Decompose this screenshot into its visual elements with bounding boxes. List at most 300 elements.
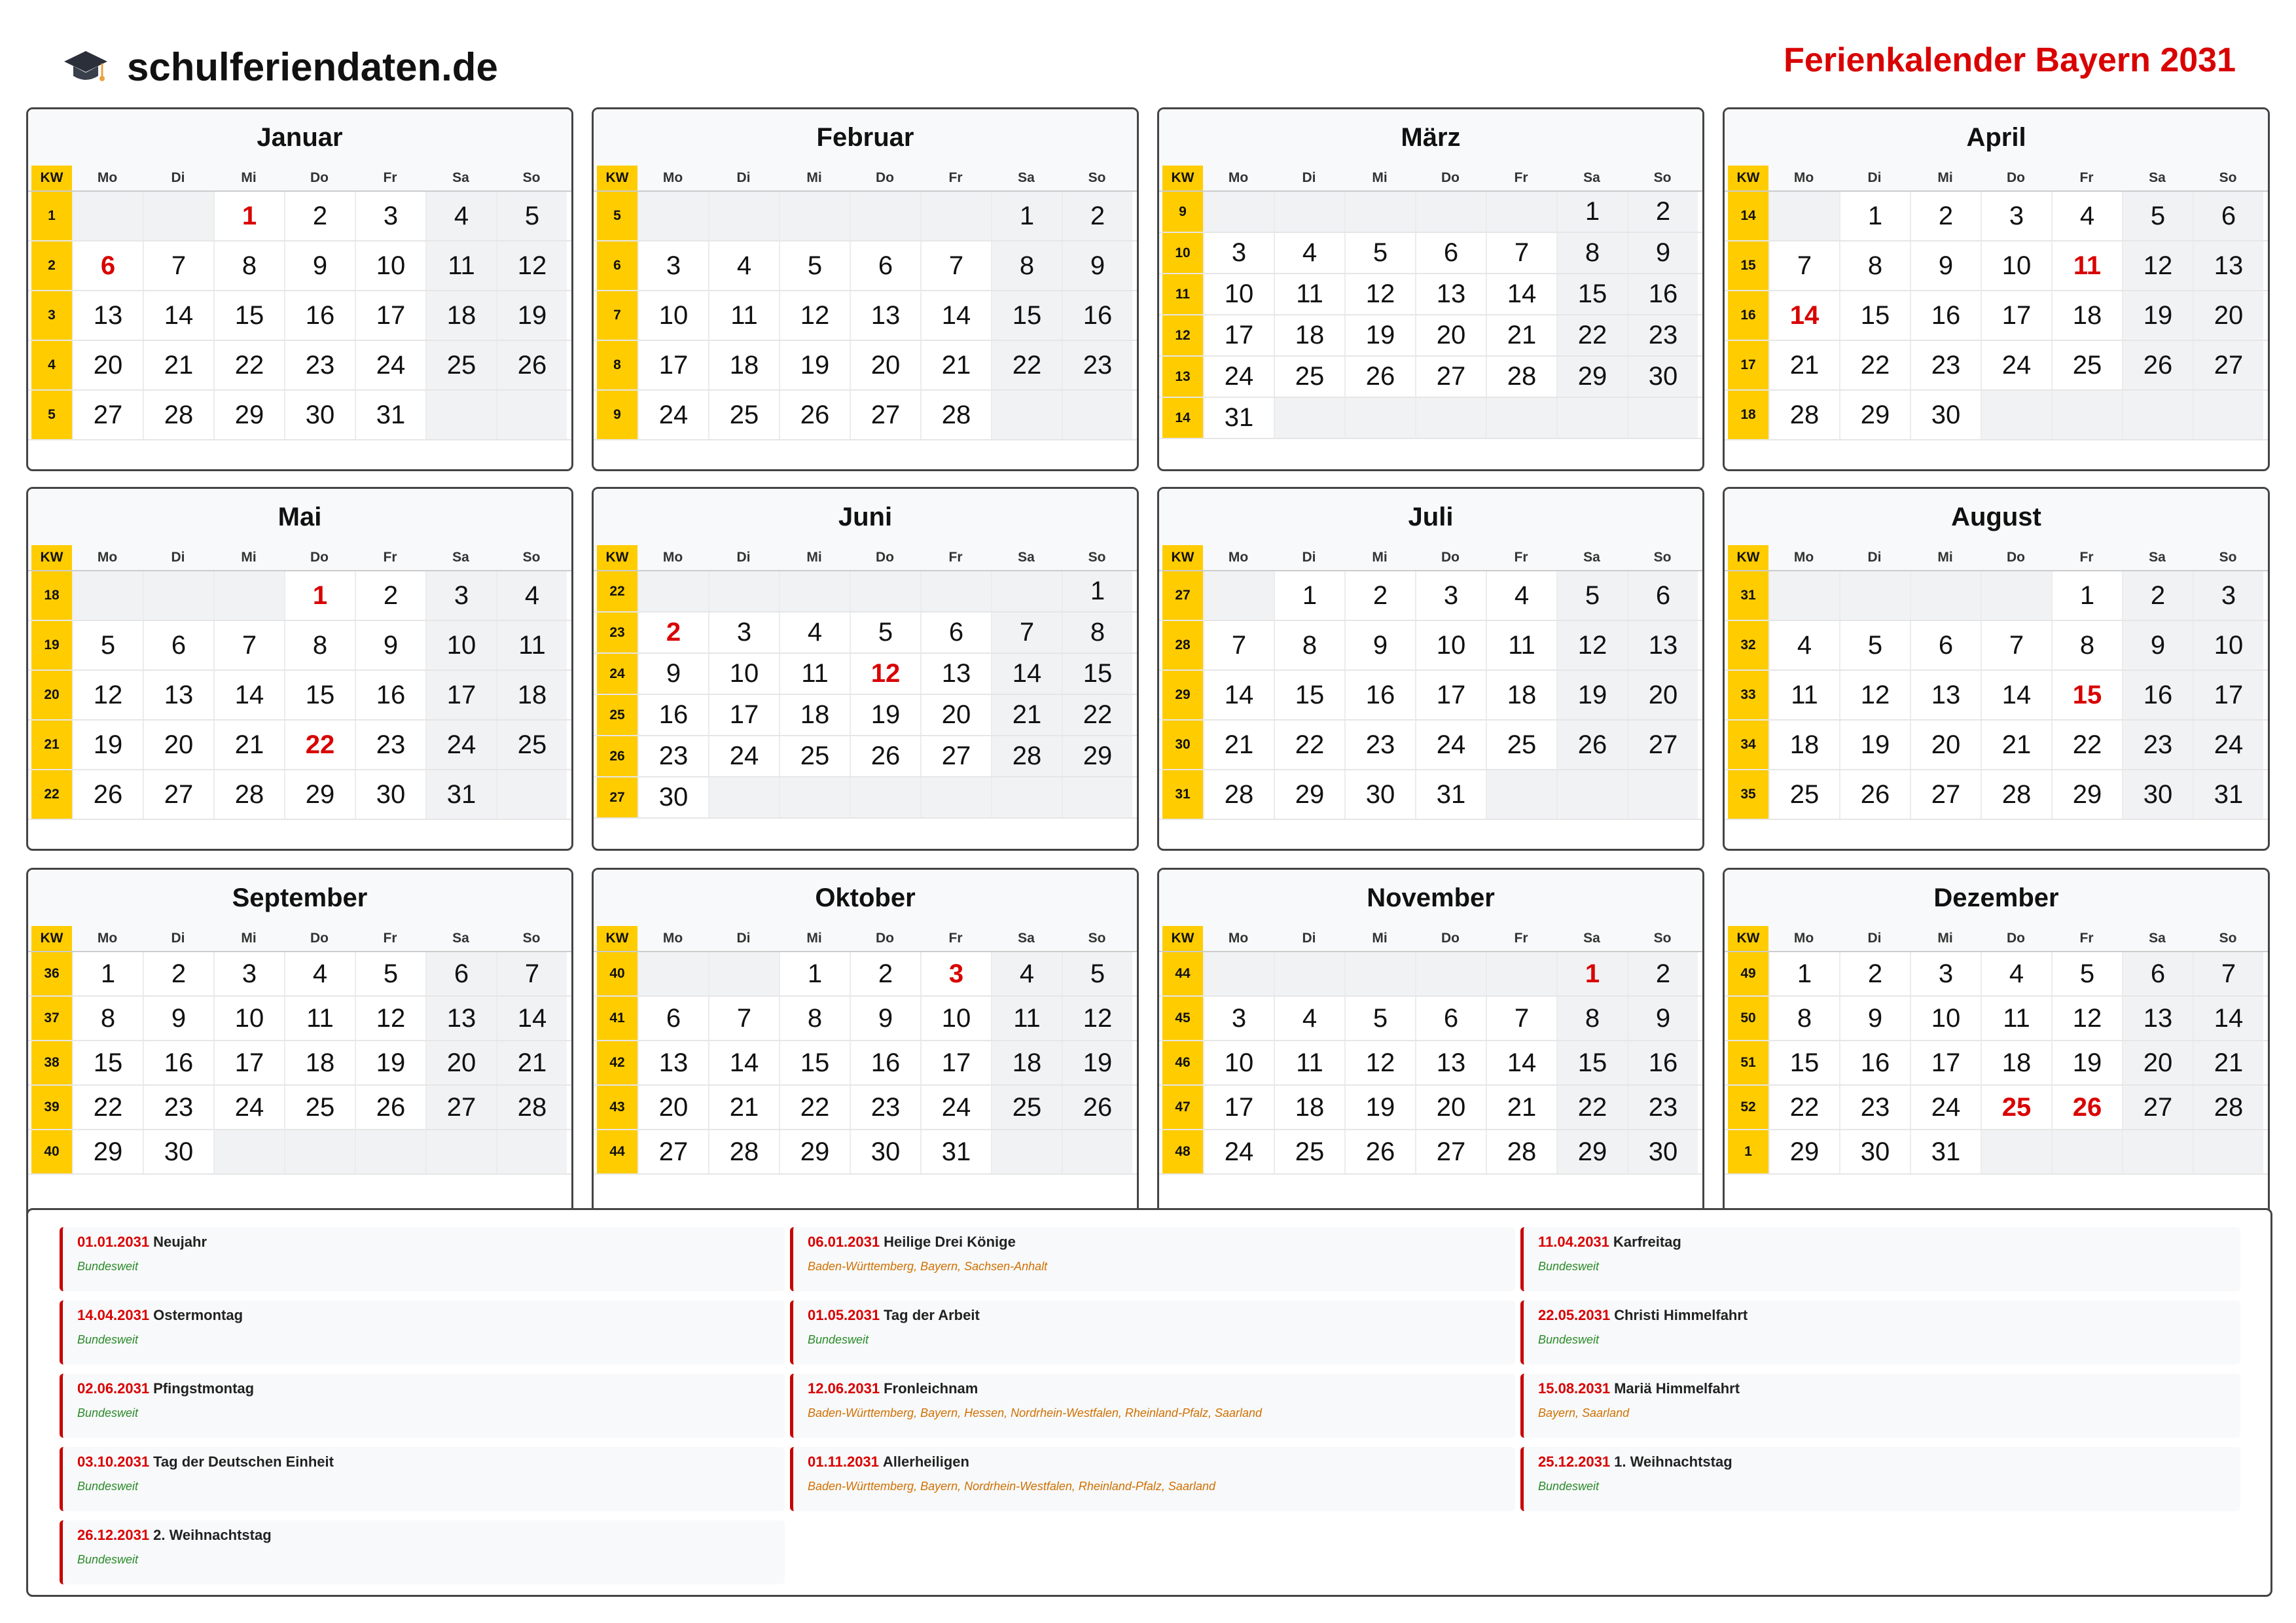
day-cell[interactable]: 2 (1344, 571, 1415, 620)
day-cell[interactable]: 16 (1344, 671, 1415, 719)
day-cell[interactable]: 22 (1768, 1086, 1839, 1129)
day-cell[interactable]: 3 (1203, 997, 1274, 1040)
day-cell[interactable]: 10 (1981, 241, 2051, 290)
day-cell[interactable]: 8 (1839, 241, 1910, 290)
day-cell[interactable]: 6 (1627, 571, 1698, 620)
day-cell[interactable]: 2 (2122, 571, 2193, 620)
day-cell[interactable]: 8 (1768, 997, 1839, 1040)
day-cell[interactable]: 19 (2122, 291, 2193, 340)
day-cell[interactable]: 28 (991, 736, 1062, 776)
day-cell[interactable]: 14 (2193, 997, 2263, 1040)
day-cell[interactable]: 18 (1981, 1041, 2051, 1084)
day-cell[interactable]: 11 (284, 997, 355, 1040)
day-cell[interactable]: 3 (1981, 192, 2051, 240)
day-cell[interactable]: 1 (2051, 571, 2122, 620)
day-cell[interactable]: 29 (1556, 1130, 1627, 1173)
day-cell[interactable]: 17 (213, 1041, 284, 1084)
day-cell[interactable]: 18 (1274, 1086, 1344, 1129)
day-cell[interactable]: 11 (425, 241, 496, 290)
day-cell[interactable]: 20 (1415, 315, 1486, 355)
day-cell[interactable]: 13 (72, 291, 143, 340)
day-cell[interactable]: 10 (2193, 621, 2263, 669)
day-cell[interactable]: 2 (1910, 192, 1981, 240)
day-cell[interactable]: 10 (355, 241, 425, 290)
day-cell[interactable]: 22 (1556, 1086, 1627, 1129)
day-cell[interactable]: 12 (496, 241, 567, 290)
day-cell[interactable]: 24 (1415, 721, 1486, 769)
day-cell[interactable]: 16 (2122, 671, 2193, 719)
day-cell[interactable]: 14 (991, 654, 1062, 694)
day-cell[interactable]: 17 (637, 341, 708, 389)
day-cell[interactable]: 10 (213, 997, 284, 1040)
day-cell[interactable]: 26 (496, 341, 567, 389)
day-cell[interactable]: 3 (425, 571, 496, 620)
day-cell[interactable]: 28 (708, 1130, 779, 1173)
day-cell[interactable]: 3 (2193, 571, 2263, 620)
day-cell[interactable]: 23 (850, 1086, 920, 1129)
day-cell[interactable]: 29 (72, 1130, 143, 1173)
day-cell[interactable]: 21 (1981, 721, 2051, 769)
day-cell[interactable]: 16 (284, 291, 355, 340)
day-cell[interactable]: 29 (213, 391, 284, 439)
day-cell[interactable]: 10 (708, 654, 779, 694)
day-cell[interactable]: 16 (143, 1041, 213, 1084)
day-cell[interactable]: 9 (143, 997, 213, 1040)
day-cell[interactable]: 27 (143, 770, 213, 819)
day-cell[interactable]: 19 (1344, 1086, 1415, 1129)
day-cell[interactable]: 21 (496, 1041, 567, 1084)
day-cell[interactable]: 25 (284, 1086, 355, 1129)
day-cell[interactable]: 21 (991, 695, 1062, 735)
day-cell[interactable]: 20 (637, 1086, 708, 1129)
day-cell[interactable]: 1 (72, 952, 143, 995)
day-cell[interactable]: 29 (1768, 1130, 1839, 1173)
day-cell[interactable]: 26 (1839, 770, 1910, 819)
day-cell[interactable]: 27 (1910, 770, 1981, 819)
day-cell[interactable]: 21 (2193, 1041, 2263, 1084)
day-cell[interactable]: 14 (496, 997, 567, 1040)
holiday-day-cell[interactable]: 25 (1981, 1086, 2051, 1129)
day-cell[interactable]: 13 (637, 1041, 708, 1084)
holiday-day-cell[interactable]: 12 (850, 654, 920, 694)
day-cell[interactable]: 10 (637, 291, 708, 340)
day-cell[interactable]: 4 (708, 241, 779, 290)
day-cell[interactable]: 22 (1839, 341, 1910, 389)
day-cell[interactable]: 5 (1344, 233, 1415, 273)
day-cell[interactable]: 6 (920, 613, 991, 652)
day-cell[interactable]: 26 (1344, 357, 1415, 397)
day-cell[interactable]: 9 (1344, 621, 1415, 669)
day-cell[interactable]: 19 (850, 695, 920, 735)
day-cell[interactable]: 4 (1274, 233, 1344, 273)
day-cell[interactable]: 24 (1203, 1130, 1274, 1173)
day-cell[interactable]: 22 (1274, 721, 1344, 769)
day-cell[interactable]: 28 (143, 391, 213, 439)
day-cell[interactable]: 19 (1062, 1041, 1132, 1084)
day-cell[interactable]: 8 (284, 621, 355, 669)
day-cell[interactable]: 30 (1839, 1130, 1910, 1173)
day-cell[interactable]: 9 (637, 654, 708, 694)
day-cell[interactable]: 12 (72, 671, 143, 719)
day-cell[interactable]: 8 (1274, 621, 1344, 669)
day-cell[interactable]: 23 (1910, 341, 1981, 389)
day-cell[interactable]: 29 (284, 770, 355, 819)
day-cell[interactable]: 1 (1274, 571, 1344, 620)
day-cell[interactable]: 23 (1062, 341, 1132, 389)
day-cell[interactable]: 11 (1274, 1041, 1344, 1084)
day-cell[interactable]: 20 (1415, 1086, 1486, 1129)
day-cell[interactable]: 10 (1203, 1041, 1274, 1084)
day-cell[interactable]: 6 (425, 952, 496, 995)
day-cell[interactable]: 17 (1203, 1086, 1274, 1129)
day-cell[interactable]: 25 (991, 1086, 1062, 1129)
day-cell[interactable]: 3 (1415, 571, 1486, 620)
day-cell[interactable]: 26 (2122, 341, 2193, 389)
day-cell[interactable]: 5 (1344, 997, 1415, 1040)
day-cell[interactable]: 27 (920, 736, 991, 776)
day-cell[interactable]: 7 (991, 613, 1062, 652)
day-cell[interactable]: 10 (1910, 997, 1981, 1040)
day-cell[interactable]: 18 (708, 341, 779, 389)
day-cell[interactable]: 27 (425, 1086, 496, 1129)
day-cell[interactable]: 20 (425, 1041, 496, 1084)
day-cell[interactable]: 27 (850, 391, 920, 439)
day-cell[interactable]: 25 (2051, 341, 2122, 389)
holiday-day-cell[interactable]: 1 (1556, 952, 1627, 995)
day-cell[interactable]: 13 (920, 654, 991, 694)
day-cell[interactable]: 10 (1203, 274, 1274, 314)
day-cell[interactable]: 19 (72, 721, 143, 769)
holiday-day-cell[interactable]: 22 (284, 721, 355, 769)
site-logo[interactable] (63, 45, 498, 90)
day-cell[interactable]: 9 (1839, 997, 1910, 1040)
day-cell[interactable]: 4 (1981, 952, 2051, 995)
day-cell[interactable]: 9 (850, 997, 920, 1040)
day-cell[interactable]: 17 (425, 671, 496, 719)
day-cell[interactable]: 11 (1768, 671, 1839, 719)
day-cell[interactable]: 29 (779, 1130, 850, 1173)
day-cell[interactable]: 24 (355, 341, 425, 389)
day-cell[interactable]: 19 (1839, 721, 1910, 769)
holiday-day-cell[interactable]: 3 (920, 952, 991, 995)
day-cell[interactable]: 23 (2122, 721, 2193, 769)
day-cell[interactable]: 4 (1768, 621, 1839, 669)
day-cell[interactable]: 26 (850, 736, 920, 776)
day-cell[interactable]: 20 (72, 341, 143, 389)
day-cell[interactable]: 31 (425, 770, 496, 819)
day-cell[interactable]: 30 (2122, 770, 2193, 819)
day-cell[interactable]: 8 (991, 241, 1062, 290)
day-cell[interactable]: 12 (1062, 997, 1132, 1040)
day-cell[interactable]: 17 (708, 695, 779, 735)
day-cell[interactable]: 22 (1556, 315, 1627, 355)
day-cell[interactable]: 4 (2051, 192, 2122, 240)
day-cell[interactable]: 2 (355, 571, 425, 620)
day-cell[interactable]: 23 (1627, 315, 1698, 355)
day-cell[interactable]: 11 (779, 654, 850, 694)
day-cell[interactable]: 7 (213, 621, 284, 669)
day-cell[interactable]: 4 (1486, 571, 1556, 620)
day-cell[interactable]: 9 (284, 241, 355, 290)
day-cell[interactable]: 8 (2051, 621, 2122, 669)
day-cell[interactable]: 2 (284, 192, 355, 240)
day-cell[interactable]: 13 (2122, 997, 2193, 1040)
day-cell[interactable]: 30 (355, 770, 425, 819)
day-cell[interactable]: 25 (1768, 770, 1839, 819)
day-cell[interactable]: 6 (143, 621, 213, 669)
day-cell[interactable]: 21 (143, 341, 213, 389)
day-cell[interactable]: 26 (779, 391, 850, 439)
day-cell[interactable]: 3 (708, 613, 779, 652)
day-cell[interactable]: 8 (1556, 997, 1627, 1040)
day-cell[interactable]: 7 (708, 997, 779, 1040)
day-cell[interactable]: 29 (1274, 770, 1344, 819)
day-cell[interactable]: 20 (143, 721, 213, 769)
day-cell[interactable]: 12 (779, 291, 850, 340)
day-cell[interactable]: 12 (1344, 1041, 1415, 1084)
day-cell[interactable]: 28 (496, 1086, 567, 1129)
day-cell[interactable]: 18 (496, 671, 567, 719)
day-cell[interactable]: 12 (1839, 671, 1910, 719)
day-cell[interactable]: 8 (1062, 613, 1132, 652)
day-cell[interactable]: 27 (1415, 357, 1486, 397)
day-cell[interactable]: 1 (1556, 192, 1627, 232)
day-cell[interactable]: 15 (991, 291, 1062, 340)
day-cell[interactable]: 19 (1556, 671, 1627, 719)
day-cell[interactable]: 3 (637, 241, 708, 290)
day-cell[interactable]: 30 (637, 777, 708, 817)
day-cell[interactable]: 18 (991, 1041, 1062, 1084)
day-cell[interactable]: 21 (920, 341, 991, 389)
day-cell[interactable]: 19 (2051, 1041, 2122, 1084)
day-cell[interactable]: 9 (1627, 997, 1698, 1040)
day-cell[interactable]: 29 (1556, 357, 1627, 397)
day-cell[interactable]: 24 (425, 721, 496, 769)
day-cell[interactable]: 13 (2193, 241, 2263, 290)
day-cell[interactable]: 30 (143, 1130, 213, 1173)
day-cell[interactable]: 10 (920, 997, 991, 1040)
day-cell[interactable]: 23 (1344, 721, 1415, 769)
day-cell[interactable]: 24 (213, 1086, 284, 1129)
day-cell[interactable]: 7 (2193, 952, 2263, 995)
day-cell[interactable]: 17 (1981, 291, 2051, 340)
day-cell[interactable]: 13 (1415, 274, 1486, 314)
day-cell[interactable]: 17 (1910, 1041, 1981, 1084)
day-cell[interactable]: 1 (1768, 952, 1839, 995)
day-cell[interactable]: 16 (637, 695, 708, 735)
day-cell[interactable]: 5 (355, 952, 425, 995)
day-cell[interactable]: 23 (637, 736, 708, 776)
day-cell[interactable]: 21 (1203, 721, 1274, 769)
day-cell[interactable]: 27 (72, 391, 143, 439)
day-cell[interactable]: 24 (708, 736, 779, 776)
day-cell[interactable]: 24 (1910, 1086, 1981, 1129)
day-cell[interactable]: 31 (1910, 1130, 1981, 1173)
day-cell[interactable]: 13 (1910, 671, 1981, 719)
day-cell[interactable]: 24 (637, 391, 708, 439)
day-cell[interactable]: 28 (2193, 1086, 2263, 1129)
holiday-day-cell[interactable]: 2 (637, 613, 708, 652)
day-cell[interactable]: 26 (1344, 1130, 1415, 1173)
day-cell[interactable]: 17 (1203, 315, 1274, 355)
day-cell[interactable]: 29 (1839, 391, 1910, 439)
day-cell[interactable]: 5 (2051, 952, 2122, 995)
day-cell[interactable]: 8 (213, 241, 284, 290)
day-cell[interactable]: 30 (1627, 357, 1698, 397)
day-cell[interactable]: 15 (779, 1041, 850, 1084)
day-cell[interactable]: 14 (1486, 274, 1556, 314)
day-cell[interactable]: 14 (143, 291, 213, 340)
day-cell[interactable]: 15 (284, 671, 355, 719)
day-cell[interactable]: 11 (496, 621, 567, 669)
day-cell[interactable]: 20 (2122, 1041, 2193, 1084)
day-cell[interactable]: 7 (1203, 621, 1274, 669)
day-cell[interactable]: 2 (1627, 952, 1698, 995)
day-cell[interactable]: 11 (708, 291, 779, 340)
day-cell[interactable]: 7 (1768, 241, 1839, 290)
day-cell[interactable]: 16 (1627, 1041, 1698, 1084)
day-cell[interactable]: 4 (991, 952, 1062, 995)
day-cell[interactable]: 23 (284, 341, 355, 389)
day-cell[interactable]: 9 (1910, 241, 1981, 290)
day-cell[interactable]: 11 (1274, 274, 1344, 314)
day-cell[interactable]: 2 (850, 952, 920, 995)
day-cell[interactable]: 7 (1981, 621, 2051, 669)
day-cell[interactable]: 31 (1203, 398, 1274, 438)
day-cell[interactable]: 22 (991, 341, 1062, 389)
day-cell[interactable]: 20 (2193, 291, 2263, 340)
day-cell[interactable]: 13 (143, 671, 213, 719)
day-cell[interactable]: 5 (779, 241, 850, 290)
day-cell[interactable]: 19 (779, 341, 850, 389)
day-cell[interactable]: 18 (1768, 721, 1839, 769)
day-cell[interactable]: 12 (1556, 621, 1627, 669)
day-cell[interactable]: 7 (1486, 233, 1556, 273)
day-cell[interactable]: 25 (708, 391, 779, 439)
day-cell[interactable]: 14 (1486, 1041, 1556, 1084)
day-cell[interactable]: 28 (1768, 391, 1839, 439)
day-cell[interactable]: 27 (637, 1130, 708, 1173)
day-cell[interactable]: 5 (72, 621, 143, 669)
day-cell[interactable]: 31 (2193, 770, 2263, 819)
day-cell[interactable]: 9 (1627, 233, 1698, 273)
day-cell[interactable]: 1 (1062, 571, 1132, 611)
day-cell[interactable]: 5 (1556, 571, 1627, 620)
day-cell[interactable]: 28 (1203, 770, 1274, 819)
day-cell[interactable]: 30 (1910, 391, 1981, 439)
holiday-day-cell[interactable]: 26 (2051, 1086, 2122, 1129)
day-cell[interactable]: 6 (637, 997, 708, 1040)
day-cell[interactable]: 8 (1556, 233, 1627, 273)
day-cell[interactable]: 12 (355, 997, 425, 1040)
day-cell[interactable]: 30 (850, 1130, 920, 1173)
day-cell[interactable]: 10 (425, 621, 496, 669)
day-cell[interactable]: 28 (920, 391, 991, 439)
day-cell[interactable]: 15 (1062, 654, 1132, 694)
day-cell[interactable]: 5 (496, 192, 567, 240)
day-cell[interactable]: 1 (1839, 192, 1910, 240)
day-cell[interactable]: 17 (920, 1041, 991, 1084)
day-cell[interactable]: 25 (779, 736, 850, 776)
day-cell[interactable]: 25 (496, 721, 567, 769)
day-cell[interactable]: 4 (496, 571, 567, 620)
day-cell[interactable]: 21 (708, 1086, 779, 1129)
day-cell[interactable]: 17 (1415, 671, 1486, 719)
day-cell[interactable]: 14 (920, 291, 991, 340)
day-cell[interactable]: 9 (1062, 241, 1132, 290)
day-cell[interactable]: 18 (425, 291, 496, 340)
day-cell[interactable]: 8 (779, 997, 850, 1040)
day-cell[interactable]: 6 (1415, 997, 1486, 1040)
day-cell[interactable]: 20 (1910, 721, 1981, 769)
day-cell[interactable]: 20 (920, 695, 991, 735)
day-cell[interactable]: 26 (355, 1086, 425, 1129)
day-cell[interactable]: 12 (2122, 241, 2193, 290)
day-cell[interactable]: 5 (2122, 192, 2193, 240)
day-cell[interactable]: 30 (1344, 770, 1415, 819)
holiday-day-cell[interactable]: 1 (284, 571, 355, 620)
day-cell[interactable]: 5 (1839, 621, 1910, 669)
day-cell[interactable]: 4 (1274, 997, 1344, 1040)
day-cell[interactable]: 28 (1486, 357, 1556, 397)
day-cell[interactable]: 13 (1415, 1041, 1486, 1084)
holiday-day-cell[interactable]: 1 (213, 192, 284, 240)
day-cell[interactable]: 8 (72, 997, 143, 1040)
day-cell[interactable]: 9 (355, 621, 425, 669)
day-cell[interactable]: 15 (1556, 274, 1627, 314)
day-cell[interactable]: 24 (920, 1086, 991, 1129)
day-cell[interactable]: 22 (779, 1086, 850, 1129)
day-cell[interactable]: 29 (1062, 736, 1132, 776)
day-cell[interactable]: 23 (1627, 1086, 1698, 1129)
day-cell[interactable]: 21 (1486, 1086, 1556, 1129)
day-cell[interactable]: 25 (425, 341, 496, 389)
day-cell[interactable]: 26 (1556, 721, 1627, 769)
day-cell[interactable]: 3 (213, 952, 284, 995)
day-cell[interactable]: 14 (213, 671, 284, 719)
day-cell[interactable]: 31 (355, 391, 425, 439)
day-cell[interactable]: 24 (1981, 341, 2051, 389)
day-cell[interactable]: 7 (496, 952, 567, 995)
day-cell[interactable]: 28 (213, 770, 284, 819)
day-cell[interactable]: 1 (779, 952, 850, 995)
day-cell[interactable]: 30 (1627, 1130, 1698, 1173)
day-cell[interactable]: 7 (1486, 997, 1556, 1040)
day-cell[interactable]: 2 (1062, 192, 1132, 240)
day-cell[interactable]: 28 (1981, 770, 2051, 819)
day-cell[interactable]: 18 (284, 1041, 355, 1084)
day-cell[interactable]: 7 (920, 241, 991, 290)
day-cell[interactable]: 19 (1344, 315, 1415, 355)
day-cell[interactable]: 6 (2193, 192, 2263, 240)
day-cell[interactable]: 4 (779, 613, 850, 652)
day-cell[interactable]: 14 (708, 1041, 779, 1084)
day-cell[interactable]: 13 (850, 291, 920, 340)
day-cell[interactable]: 25 (1274, 1130, 1344, 1173)
day-cell[interactable]: 19 (496, 291, 567, 340)
day-cell[interactable]: 13 (1627, 621, 1698, 669)
day-cell[interactable]: 2 (1839, 952, 1910, 995)
day-cell[interactable]: 27 (1627, 721, 1698, 769)
day-cell[interactable]: 26 (72, 770, 143, 819)
day-cell[interactable]: 22 (1062, 695, 1132, 735)
day-cell[interactable]: 11 (1486, 621, 1556, 669)
day-cell[interactable]: 22 (213, 341, 284, 389)
day-cell[interactable]: 6 (1415, 233, 1486, 273)
day-cell[interactable]: 22 (72, 1086, 143, 1129)
day-cell[interactable]: 6 (850, 241, 920, 290)
day-cell[interactable]: 6 (1910, 621, 1981, 669)
